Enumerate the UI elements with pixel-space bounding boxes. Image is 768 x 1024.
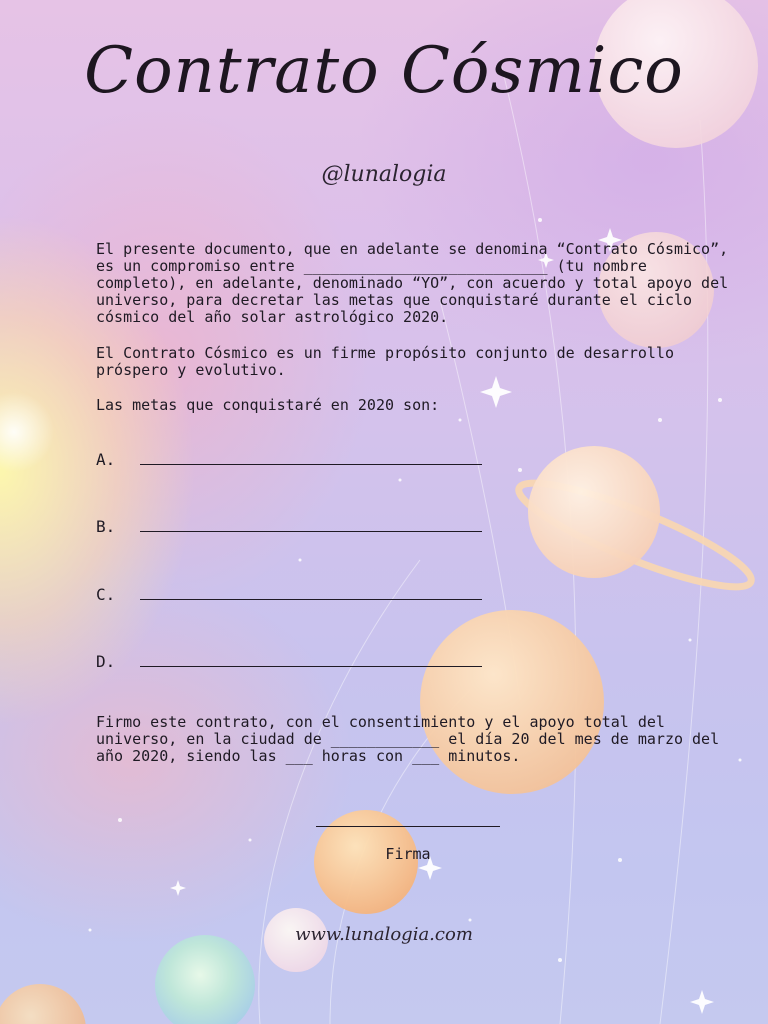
goals-intro: Las metas que conquistaré en 2020 son: xyxy=(96,396,440,414)
goal-a-blank-line xyxy=(140,464,482,465)
goal-c-blank-line xyxy=(140,599,482,600)
signature-line xyxy=(316,826,500,827)
goal-letter: D. xyxy=(96,652,116,671)
website-footer: www.lunalogia.com xyxy=(295,924,473,945)
closing-paragraph: Firmo este contrato, con el consentimiento y el apoyo total del universo, en la ciudad de ____________ el día 20 del mes de marzo del año 2020, siendo las ___ horas con ___ minutos. xyxy=(96,713,720,765)
goal-letter: B. xyxy=(96,517,116,536)
intro-paragraph: El presente documento, que en adelante se denomina “Contrato Cósmico”, es un compromiso entre ___________________________ (tu nombre completo), en adelante, denominado “YO”, con acuerdo y total apoyo del universo, para decretar las metas que conquistaré durante el ciclo cósmico del año solar astrológico 2020. xyxy=(96,240,729,326)
signature-label: Firma xyxy=(385,845,431,863)
goal-letter: A. xyxy=(96,450,116,469)
goal-letter: C. xyxy=(96,585,116,604)
goal-b-blank-line xyxy=(140,531,482,532)
purpose-paragraph: El Contrato Cósmico es un firme propósito conjunto de desarrollo próspero y evolutivo. xyxy=(96,344,674,379)
author-handle: @lunalogia xyxy=(321,162,447,187)
goal-d-blank-line xyxy=(140,666,482,667)
document-title: Contrato Cósmico xyxy=(84,34,684,108)
